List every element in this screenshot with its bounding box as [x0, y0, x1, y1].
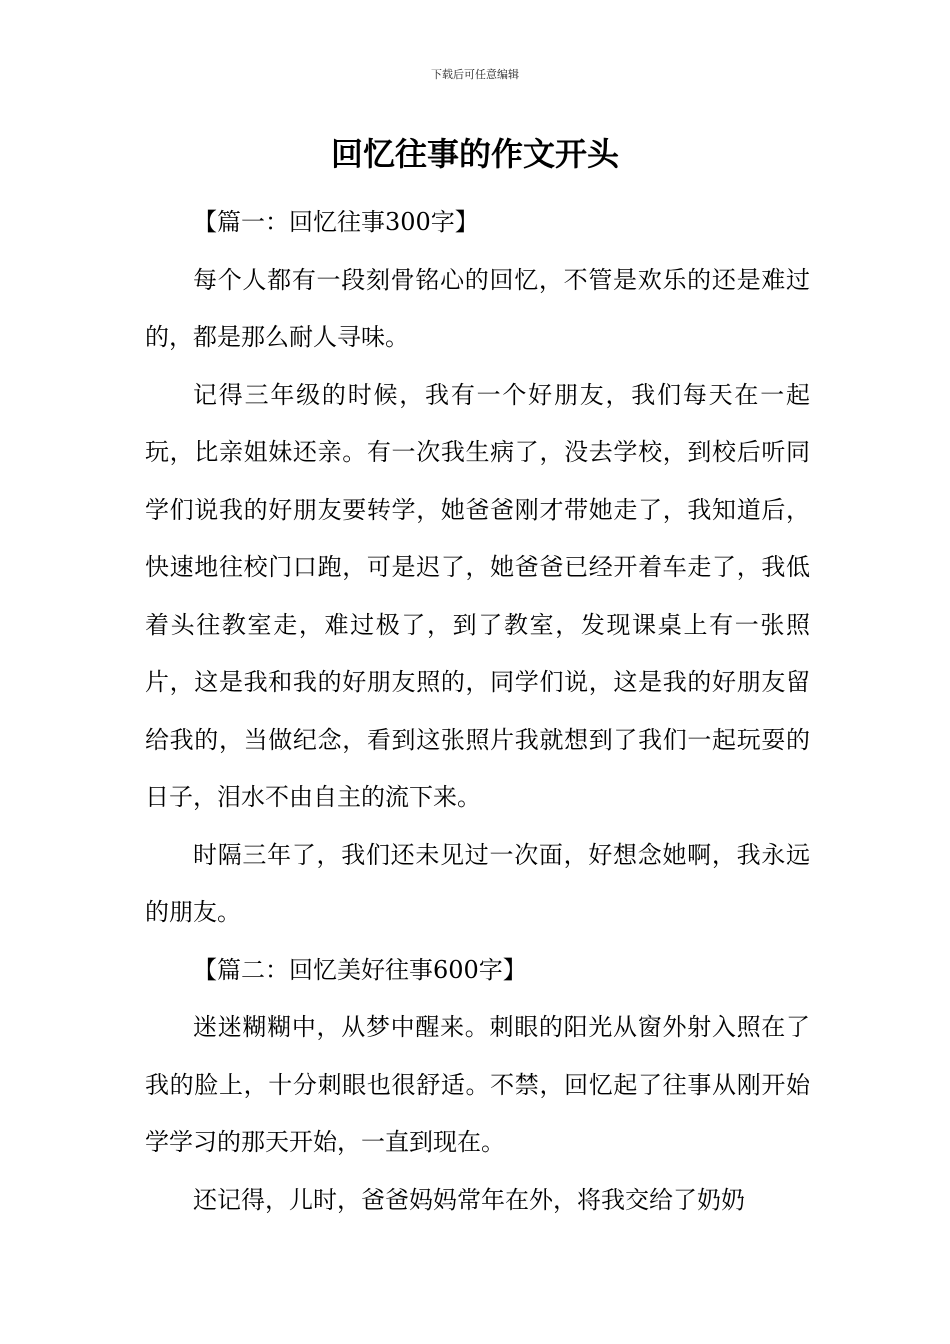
paragraph: 每个人都有一段刻骨铭心的回忆，不管是欢乐的还是难过的，都是那么耐人寻味。 [145, 265, 810, 351]
paragraph: 还记得，儿时，爸爸妈妈常年在外，将我交给了奶奶 [193, 1185, 745, 1214]
document-title: 回忆往事的作文开头 [330, 135, 619, 173]
header-note: 下载后可任意编辑 [431, 68, 519, 81]
paragraph: 时隔三年了，我们还未见过一次面，好想念她啊，我永远的朋友。 [145, 840, 810, 926]
section-heading-two: 【篇二：回忆美好往事600字】 [193, 955, 527, 984]
section-heading-one: 【篇一：回忆往事300字】 [193, 208, 479, 236]
paragraph: 记得三年级的时候，我有一个好朋友，我们每天在一起玩，比亲姐妹还亲。有一次我生病了，没去学校，到校后听同学们说我的好朋友要转学，她爸爸刚才带她走了，我知道后，快速地往校门口跑，可是迟了，她爸爸已经开着车走了，我低着头往教室走，难过极了，到了教室，发现课桌上有一张照片，这是我和我的好朋友照的，同学们说，这是我的好朋友留给我的，当做纪念，看到这张照片我就想到了我们一起玩耍的日子，泪水不由自主的流下来。 [145, 380, 810, 811]
paragraph: 迷迷糊糊中，从梦中醒来。刺眼的阳光从窗外射入照在了我的脸上，十分刺眼也很舒适。不禁，回忆起了往事从刚开始学学习的那天开始，一直到现在。 [145, 1013, 810, 1156]
document-body [145, 194, 810, 1229]
